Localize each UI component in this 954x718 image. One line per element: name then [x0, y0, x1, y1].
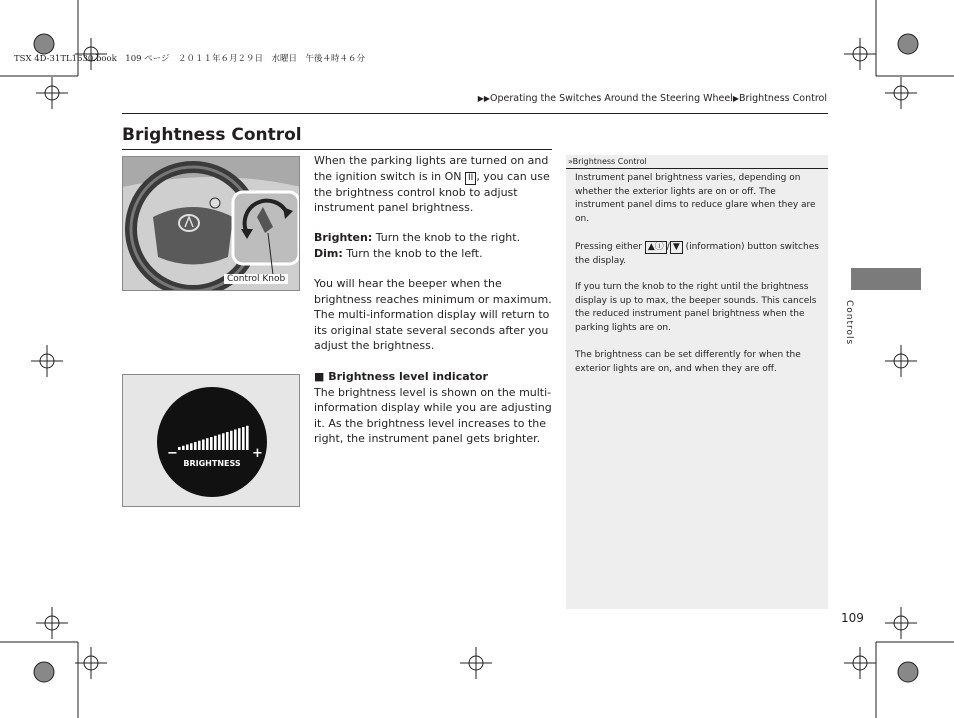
dim-label: Dim: — [314, 246, 343, 260]
indicator-heading: Brightness level indicator — [324, 370, 488, 383]
sidebar-text-1: Instrument panel brightness varies, depending on whether the exterior lights are on or off. The instrument panel dims to reduce glare when they are on. — [575, 173, 816, 224]
page-title: Brightness Control — [122, 125, 302, 145]
breadcrumb — [478, 93, 827, 104]
chapter-tab-label: Controls — [844, 300, 854, 346]
sidebar-text-3: If you turn the knob to the right until the brightness display is up to max, the beeper sounds. This cancels the reduced instrument panel brightness when the parking lights are on. — [575, 282, 817, 333]
brightness-level-bar — [190, 443, 193, 450]
page-number: 109 — [841, 611, 864, 625]
brightness-level-bar — [178, 447, 181, 450]
sidebar-link-icon: » — [568, 157, 573, 166]
intro-text-2: , you can use the brightness control knob to adjust instrument panel brightness. — [314, 169, 550, 214]
button-slash: / — [666, 242, 670, 252]
brightness-level-bar — [238, 428, 241, 450]
brightness-gauge — [123, 375, 301, 508]
sidebar-paragraph-4 — [575, 349, 820, 376]
info-up-button-icon: ▲ⓘ — [645, 241, 667, 254]
header-rule — [122, 113, 828, 114]
beeper-text: You will hear the beeper when the brightness reaches minimum or maximum. The multi-information display will return to its original state several seconds after you adjust the brightness. — [314, 277, 552, 352]
brightness-level-bar — [210, 437, 213, 450]
print-header: TSX 4D-31TL1630.book 109 ページ ２０１１年６月２９日 水曜日 午後４時４６分 — [14, 54, 366, 64]
sidebar-text-2b: (information) button switches the display. — [575, 242, 819, 266]
brightness-display-figure — [122, 374, 300, 507]
breadcrumb-arrows: ▶▶ — [477, 94, 490, 103]
brightness-gauge-label: BRIGHTNESS — [183, 459, 241, 468]
sidebar-heading — [566, 155, 828, 169]
intro-paragraph — [314, 153, 552, 216]
sidebar-paragraph-1 — [575, 172, 820, 226]
brightness-level-bar — [234, 430, 237, 451]
intro-text-1: When the parking lights are turned on and the ignition switch is in ON — [314, 154, 549, 183]
indicator-text: The brightness level is shown on the multi-information display while you are adjusting it. As the brightness level increases to the right, the instrument panel gets brighter. — [314, 385, 552, 445]
brightness-level-bar — [230, 431, 233, 450]
beeper-paragraph — [314, 276, 552, 354]
brightness-level-bar — [202, 440, 205, 451]
plus-sign: + — [252, 446, 263, 461]
brightness-level-bar — [246, 426, 249, 450]
minus-sign: − — [167, 446, 178, 461]
dim-text: Turn the knob to the left. — [342, 246, 483, 260]
breadcrumb-section[interactable]: Operating the Switches Around the Steering Wheel — [490, 93, 733, 104]
breadcrumb-separator: ▶ — [732, 94, 740, 103]
brighten-dim-instructions — [314, 230, 552, 261]
brightness-level-bar — [206, 438, 209, 450]
brightness-level-bar — [198, 441, 201, 450]
ignition-on-mark: II — [465, 172, 476, 185]
sidebar-heading-text: Brightness Control — [572, 157, 647, 166]
title-rule — [122, 149, 552, 150]
sidebar-text-2a: Pressing either — [575, 242, 645, 252]
indicator-section — [314, 369, 552, 447]
brightness-level-bar — [222, 433, 225, 450]
steering-wheel-figure — [122, 156, 300, 291]
breadcrumb-page: Brightness Control — [739, 93, 827, 104]
steering-wheel-illustration — [123, 157, 300, 291]
brightness-level-bar — [218, 435, 221, 451]
section-bullet-icon: ■ — [314, 370, 325, 383]
control-knob-label: Control Knob — [224, 274, 288, 284]
brightness-level-bar — [214, 436, 217, 450]
brightness-level-bar — [242, 427, 245, 450]
brightness-level-bar — [194, 442, 197, 450]
sidebar-paragraph-3 — [575, 281, 820, 335]
chapter-tab[interactable] — [851, 268, 921, 290]
brightness-level-bar — [226, 432, 229, 450]
brightness-level-bar — [186, 445, 189, 451]
brightness-level-bar — [182, 446, 185, 450]
sidebar-text-4: The brightness can be set differently for when the exterior lights are on, and when they are off. — [575, 350, 801, 374]
sidebar-paragraph-2 — [575, 241, 820, 268]
brighten-label: Brighten: — [314, 231, 373, 244]
info-down-button-icon: ▼ — [670, 241, 683, 254]
brighten-text: Turn the knob to the right. — [372, 231, 521, 244]
